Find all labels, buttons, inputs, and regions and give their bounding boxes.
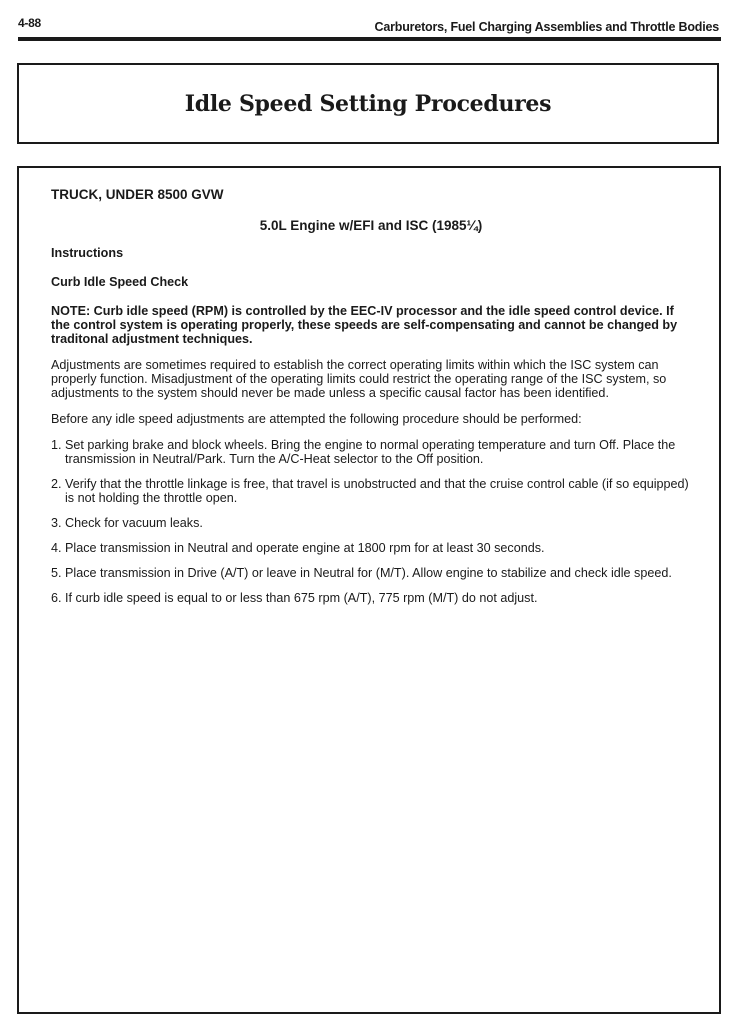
step-item bbox=[51, 438, 691, 466]
header-rule bbox=[18, 37, 721, 41]
step-item bbox=[51, 541, 691, 555]
step-text: Check for vacuum leaks. bbox=[65, 516, 203, 530]
step-item bbox=[51, 477, 691, 505]
content bbox=[51, 188, 691, 616]
page-title: Idle Speed Setting Procedures bbox=[184, 91, 552, 117]
section-title: TRUCK, UNDER 8500 GVW bbox=[51, 187, 224, 202]
engine-title: 5.0L Engine w/EFI and ISC (1985¼) bbox=[259, 218, 483, 233]
step-number: 2. bbox=[51, 477, 62, 491]
adjustment-paragraph: Adjustments are sometimes required to establish the correct operating limits within which the ISC system can properly function. Misadjustment of the operating limits could restrict the operating range of the ISC system, so adjustments to the system should never be made unless a specific causal factor has been identified. bbox=[51, 358, 667, 400]
step-text: Set parking brake and block wheels. Bring the engine to normal operating temperature and turn Off. Place the transmission in Neutral/Park. Turn the A/C-Heat selector to the Off position. bbox=[65, 438, 676, 466]
step-text: Verify that the throttle linkage is free, that travel is unobstructed and that the cruise control cable (if so equipped) is not holding the throttle open. bbox=[65, 477, 689, 505]
title-box bbox=[17, 63, 719, 144]
step-number: 5. bbox=[51, 566, 62, 580]
step-number: 3. bbox=[51, 516, 62, 530]
page-number: 4-88 bbox=[18, 16, 41, 30]
step-number: 4. bbox=[51, 541, 62, 555]
procedure-steps bbox=[51, 438, 691, 605]
instructions-heading: Instructions bbox=[51, 246, 124, 260]
step-number: 6. bbox=[51, 591, 62, 605]
step-text: Place transmission in Drive (A/T) or leave in Neutral for (M/T). Allow engine to stabilize and check idle speed. bbox=[65, 566, 672, 580]
step-number: 1. bbox=[51, 438, 62, 452]
procedure-intro: Before any idle speed adjustments are attempted the following procedure should be performed: bbox=[51, 412, 582, 426]
step-item bbox=[51, 516, 691, 530]
check-heading: Curb Idle Speed Check bbox=[51, 275, 189, 289]
step-text: Place transmission in Neutral and operate engine at 1800 rpm for at least 30 seconds. bbox=[65, 541, 545, 555]
running-head: Carburetors, Fuel Charging Assemblies and Throttle Bodies bbox=[374, 20, 719, 34]
step-text: If curb idle speed is equal to or less than 675 rpm (A/T), 775 rpm (M/T) do not adjust. bbox=[65, 591, 538, 605]
step-item bbox=[51, 566, 691, 580]
note-paragraph: NOTE: Curb idle speed (RPM) is controlled by the EEC-IV processor and the idle speed control device. If the control system is operating properly, these speeds are self-compensating and cannot be changed by traditonal adjustment techniques. bbox=[51, 304, 678, 346]
content-box bbox=[17, 166, 721, 1014]
step-item bbox=[51, 591, 691, 605]
page-header bbox=[18, 12, 721, 38]
